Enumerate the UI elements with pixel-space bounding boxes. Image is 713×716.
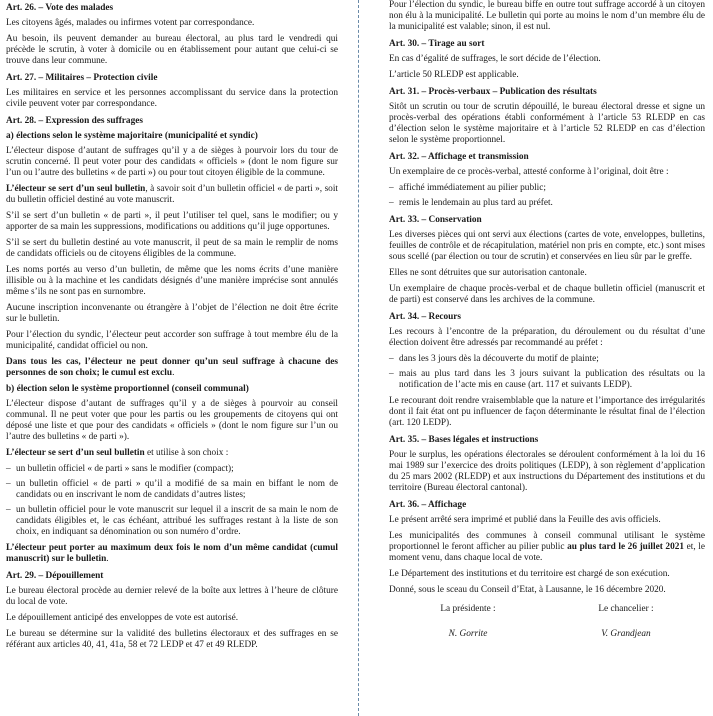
art28-b-list: [6, 464, 338, 538]
signature-president-role: La présidente :: [440, 604, 496, 614]
art29-paragraph-2: Le dépouillement anticipé des enveloppes de vote est autorisé.: [6, 613, 239, 623]
signature-chancellor: [598, 604, 653, 640]
art32-heading: Art. 32. – Affichage et transmission: [389, 152, 529, 162]
art28-a-paragraph-8-end: .: [172, 368, 175, 378]
art34-paragraph-2: Le recourant doit rendre vraisemblable que la nature et l’importance des irrégularités dont il fait état ont pu influencer de façon déterminante le résultat final de l’élection (art. 120 LEDP).: [389, 396, 705, 428]
art29-paragraph-4: Pour l’élection du syndic, le bureau biffe en outre tout suffrage accordé à un citoyen non élu à la municipalité. Le bulletin qui porte au moins le nom d’un membre élu de la municipalité est valable; sinon, il est nul.: [389, 0, 705, 32]
art28-b-paragraph-3: [6, 543, 338, 565]
art28-a-paragraph-3: S’il se sert d’un bulletin « de parti », il peut l’utiliser tel quel, sans le modifier; ou y apporter de sa main les suppressions, modifications ou additions qu’il juge opportunes.: [6, 211, 338, 232]
art28-heading: Art. 28. – Expression des suffrages: [6, 116, 143, 126]
art33-heading: Art. 33. – Conservation: [389, 215, 482, 225]
art31-paragraph-1: Sitôt un scrutin ou tour de scrutin dépouillé, le bureau électoral dresse et signe un procès-verbal des opérations établi conformément à l’article 53 RLEDP en cas d’élection selon le système majoritaire et à l’article 52 RLEDP en cas d’élection selon le système proportionnel.: [389, 102, 705, 145]
art32-paragraph-1: Un exemplaire de ce procès-verbal, attesté conforme à l’original, doit être :: [389, 167, 669, 177]
list-item: – un bulletin officiel pour le vote manuscrit sur lequel il a inscrit de sa main le nom de candidats éligibles et, le cas échéant, attribué les suffrages restant à la liste de son choix, en indiquant sa dénomination ou son numéro d’ordre.: [6, 505, 338, 538]
art28-a-paragraph-4: S’il se sert du bulletin destiné au vote manuscrit, il peut de sa main le remplir de noms de candidats officiels ou de citoyens éligibles de la commune.: [6, 238, 338, 259]
art28-b-paragraph-1: L’électeur dispose d’autant de suffrages qu’il y a de sièges à pourvoir au conseil communal. Il ne peut voter que pour les partis ou les groupements de citoyens qui ont déposé une liste et que pour des candidats « officiels » (dont le nom figure sur l’un ou l’autre des bulletins « de parti »).: [6, 399, 338, 442]
art30-paragraph-1: En cas d’égalité de suffrages, le sort décide de l’élection.: [389, 54, 601, 64]
art28-b-paragraph-2: [6, 448, 338, 459]
art36-paragraph-2-deadline: au plus tard le 26 juillet 2021: [567, 542, 685, 552]
art29-paragraph-1: Le bureau électoral procède au dernier relevé de la boîte aux lettres à l’heure de clôture du local de vote.: [6, 586, 338, 607]
list-item: – mais au plus tard dans les 3 jours suivant la publication des résultats ou la notification de l’acte mis en cause (art. 117 et suivants LEDP).: [389, 369, 705, 391]
art33-paragraph-3: Un exemplaire de chaque procès-verbal et de chaque bulletin officiel (manuscrit et de parti) est conservé dans les archives de la commune.: [389, 284, 705, 305]
signature-president-name: N. Gorrite: [448, 629, 488, 639]
art28-a-paragraph-2-rest: , à savoir soit d’un bulletin officiel « de parti », soit du bulletin officiel destiné au vote manuscrit.: [6, 184, 338, 205]
art34-list: [389, 354, 705, 391]
art36-paragraph-2-start: Les municipalités des communes à conseil communal utilisant le système proportionnel le feront afficher au pilier public: [389, 531, 705, 552]
art28-a-paragraph-8: [6, 357, 338, 379]
art34-paragraph-1: Les recours à l’encontre de la préparation, du déroulement ou du résultat d’une élection doivent être adressés par recommandé au préfet :: [389, 327, 705, 348]
art34-heading: Art. 34. – Recours: [389, 312, 462, 322]
right-column: [389, 0, 705, 640]
art28-a-paragraph-7: Pour l’élection du syndic, l’électeur peut accorder son suffrage à tout membre élu de la municipalité, candidat officiel ou non.: [6, 330, 338, 351]
art28-b-paragraph-3-end: .: [106, 554, 109, 564]
art28-b-paragraph-3-bold: L’électeur peut porter au maximum deux fois le nom d’un même candidat (cumul manuscrit) sur le bulletin: [6, 543, 338, 564]
art28-a-paragraph-2: [6, 184, 338, 206]
art26-paragraph-2: Au besoin, ils peuvent demander au bureau électoral, au plus tard le vendredi qui précède le scrutin, à voter à domicile ou en établissement pour autant que celui-ci se trouve dans leur commune.: [6, 34, 338, 66]
art35-heading: Art. 35. – Bases légales et instructions: [389, 435, 539, 445]
art29-paragraph-3: Le bureau se détermine sur la validité des bulletins électoraux et des suffrages en se référant aux articles 40, 41, 41a, 58 et 72 LEDP et 47 et 49 RLEDP.: [6, 629, 338, 650]
left-column: [6, 0, 338, 656]
signature-chancellor-role: Le chancelier :: [598, 604, 654, 614]
art28-a-paragraph-8-bold: Dans tous les cas, l’électeur ne peut donner qu’un seul suffrage à chacune des personnes de son choix; le cumul est exclu: [6, 357, 338, 378]
art35-paragraph-1: Pour le surplus, les opérations électorales se déroulent conformément à la loi du 16 mai 1989 sur l’exercice des droits politiques (LEDP), à son règlement d’application du 25 mars 2002 (RLEDP) et aux instructions du Département des institutions et du territoire (Bureau électoral cantonal).: [389, 450, 705, 493]
art29-heading: Art. 29. – Dépouillement: [6, 571, 104, 581]
art26-paragraph-1: Les citoyens âgés, malades ou infirmes votent par correspondance.: [6, 18, 255, 28]
art33-paragraph-1: Les diverses pièces qui ont servi aux élections (cartes de vote, enveloppes, bulletins, feuilles de contrôle et de récapitulation, matériel non pris en compte, etc.) sont mises sous scellé (par élection ou tour de scrutin) et conservées en lieu sûr par le greffe.: [389, 230, 705, 262]
list-item: – dans les 3 jours dès la découverte du motif de plainte;: [389, 354, 705, 365]
signature-chancellor-name: V. Grandjean: [601, 629, 651, 639]
art36-paragraph-2-end: et, le moment venu, dans chaque local de vote.: [389, 542, 705, 563]
list-item: – remis le lendemain au plus tard au préfet.: [389, 198, 705, 209]
art28-section-a-heading: a) élections selon le système majoritaire (municipalité et syndic): [6, 131, 258, 141]
art36-paragraph-1: Le présent arrêté sera imprimé et publié dans la Feuille des avis officiels.: [389, 515, 661, 525]
list-item: – un bulletin officiel « de parti » qu’il a modifié de sa main en biffant le nom de candidats ou en inscrivant le nom de candidats d’autres listes;: [6, 479, 338, 501]
art36-paragraph-4: Donné, sous le sceau du Conseil d’Etat, à Lausanne, le 16 décembre 2020.: [389, 585, 666, 595]
art36-paragraph-2: [389, 531, 705, 564]
list-item: – un bulletin officiel « de parti » sans le modifier (compact);: [6, 464, 338, 475]
art27-paragraph-1: Les militaires en service et les personnes accomplissant du service dans la protection civile peuvent voter par correspondance.: [6, 88, 338, 109]
art28-a-paragraph-1: L’électeur dispose d’autant de suffrages qu’il y a de sièges à pourvoir lors du tour de scrutin concerné. Il peut voter pour des candidats « officiels » (dont le nom figure sur l’un ou l’autre des bulletins « de parti ») ou pour tout citoyen éligible de la commune.: [6, 146, 338, 178]
art28-a-paragraph-6: Aucune inscription inconvenante ou étrangère à l’objet de l’élection ne doit être écrite sur le bulletin.: [6, 303, 338, 324]
art27-heading: Art. 27. – Militaires – Protection civile: [6, 73, 158, 83]
list-item: – affiché immédiatement au pilier public;: [389, 183, 705, 194]
art36-paragraph-3: Le Département des institutions et du territoire est chargé de son exécution.: [389, 569, 670, 579]
art30-paragraph-2: L’article 50 RLEDP est applicable.: [389, 70, 519, 80]
art28-b-paragraph-2-bold: L’électeur se sert d’un seul bulletin: [6, 448, 145, 458]
art30-heading: Art. 30. – Tirage au sort: [389, 39, 485, 49]
art28-b-paragraph-2-rest: et utilise à son choix :: [144, 448, 229, 458]
signature-president: [440, 604, 495, 640]
column-divider: [358, 0, 359, 716]
art36-heading: Art. 36. – Affichage: [389, 500, 467, 510]
art33-paragraph-2: Elles ne sont détruites que sur autorisation cantonale.: [389, 268, 587, 278]
art32-list: [389, 183, 705, 209]
signatures: [389, 604, 705, 640]
art28-a-paragraph-2-bold: L’électeur se sert d’un seul bulletin: [6, 184, 146, 194]
art26-heading: Art. 26. – Vote des malades: [6, 3, 114, 13]
art31-heading: Art. 31. – Procès-verbaux – Publication des résultats: [389, 87, 597, 97]
art28-a-paragraph-5: Les noms portés au verso d’un bulletin, de même que les noms écrits d’une manière illisible ou à la machine et les candidats désignés d’une manière imprécise sont annulés même s’ils ne sont pas en surnombre.: [6, 265, 338, 297]
art28-section-b-heading: b) élection selon le système proportionnel (conseil communal): [6, 384, 249, 394]
